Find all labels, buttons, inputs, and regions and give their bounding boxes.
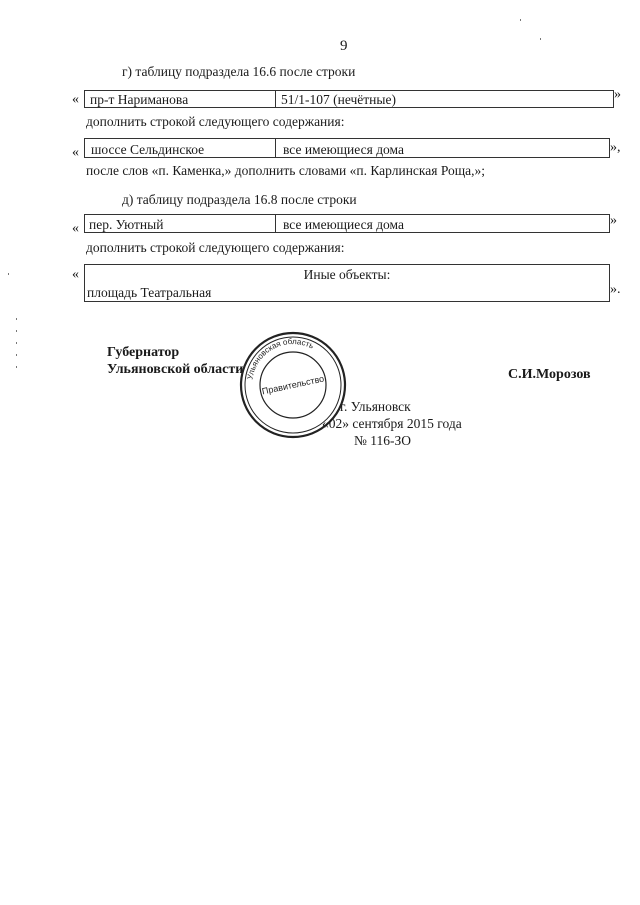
scan-mark bbox=[16, 318, 17, 320]
cell-divider bbox=[275, 139, 276, 157]
law-number: № 116-ЗО bbox=[354, 433, 412, 448]
add-line-1: дополнить строкой следующего содержания: bbox=[86, 114, 345, 129]
open-quote: « bbox=[72, 267, 79, 282]
close-quote: » bbox=[614, 87, 621, 102]
close-quote: ». bbox=[610, 282, 621, 297]
scan-mark bbox=[16, 354, 17, 356]
add-line-2: дополнить строкой следующего содержания: bbox=[86, 240, 345, 255]
close-quote: », bbox=[610, 140, 621, 155]
scan-mark bbox=[8, 273, 9, 275]
seal-ring-text: Ульяновская область bbox=[245, 336, 316, 381]
table-cell-street: пр-т Наримановa bbox=[90, 92, 189, 107]
cell-divider bbox=[275, 215, 276, 232]
scan-mark bbox=[520, 19, 521, 21]
item-d-text: д) таблицу подраздела 16.8 после строки bbox=[122, 192, 357, 207]
date: «02» сентября 2015 года bbox=[322, 416, 462, 431]
page-number: 9 bbox=[340, 38, 348, 54]
table-cell-street: пер. Уютный bbox=[89, 217, 164, 232]
scan-mark bbox=[16, 330, 17, 332]
after-words-line: после слов «п. Каменка,» дополнить словами «п. Карлинская Роща,»; bbox=[86, 163, 486, 178]
scan-mark bbox=[16, 342, 17, 344]
table-cell-street: площадь Театральная bbox=[87, 285, 212, 300]
svg-text:Ульяновская область bbox=[245, 337, 315, 380]
table-row-other-objects bbox=[84, 264, 610, 302]
governor-title: Губернатор bbox=[107, 345, 180, 360]
table-cell-houses: все имеющиеся дома bbox=[283, 217, 404, 232]
table-row-naimanova bbox=[84, 90, 614, 108]
open-quote: « bbox=[72, 221, 79, 236]
table-row-uyutny bbox=[84, 214, 610, 233]
city: г. Ульяновск bbox=[340, 399, 411, 414]
table-cell-street: шоссе Сельдинское bbox=[91, 142, 205, 157]
seal-center-text: Правительство bbox=[261, 373, 325, 397]
open-quote: « bbox=[72, 92, 79, 107]
table-cell-houses: 51/1-107 (нечётные) bbox=[281, 92, 396, 107]
open-quote: « bbox=[72, 145, 79, 160]
table-header-other-objects: Иные объекты: bbox=[303, 267, 391, 282]
scan-mark bbox=[16, 366, 17, 368]
item-g-text: г) таблицу подраздела 16.6 после строки bbox=[122, 64, 356, 79]
governor-name: С.И.Морозов bbox=[508, 367, 591, 382]
cell-divider bbox=[275, 91, 276, 107]
close-quote: » bbox=[610, 213, 617, 228]
table-row-seldinskoe bbox=[84, 138, 610, 158]
scan-mark bbox=[540, 38, 541, 40]
table-cell-houses: все имеющиеся дома bbox=[283, 142, 404, 157]
governor-region: Ульяновской области bbox=[107, 362, 244, 377]
